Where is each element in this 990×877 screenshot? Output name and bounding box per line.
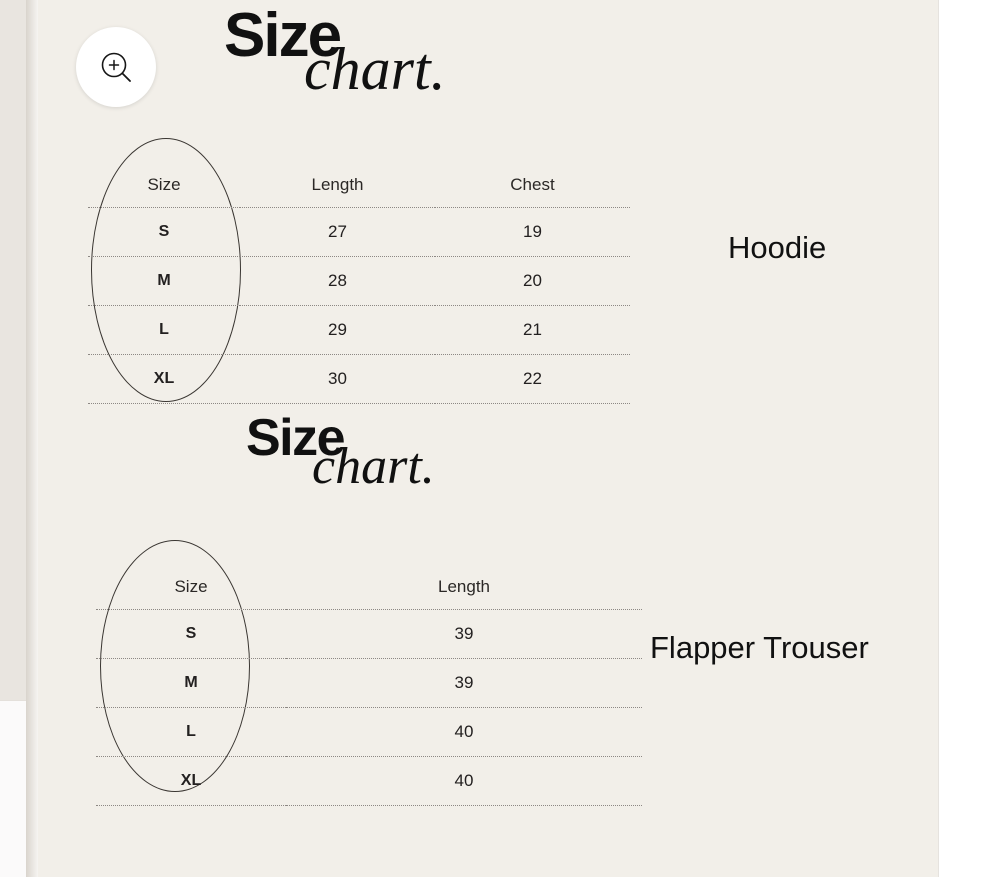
trouser-row-l-size: L [186, 723, 196, 740]
table-row [88, 306, 630, 355]
trouser-chart-title [246, 409, 435, 495]
right-page-gutter [938, 0, 953, 877]
table-row [96, 659, 642, 708]
zoom-in-button[interactable] [76, 27, 156, 107]
hoodie-row-xl-size: XL [153, 370, 175, 387]
hoodie-row-m-chest: 20 [523, 271, 542, 290]
trouser-col-size: Size [174, 577, 208, 596]
trouser-row-xl-length: 40 [454, 771, 474, 790]
hoodie-chart-title [224, 1, 446, 102]
left-page-gutter [0, 0, 38, 877]
hoodie-row-l-size: L [159, 321, 169, 338]
hoodie-row-s-length: 27 [328, 222, 347, 241]
trouser-row-m-size: M [184, 674, 198, 691]
table-row [88, 257, 630, 306]
hoodie-row-s-chest: 19 [523, 222, 542, 241]
trouser-row-xl-size: XL [180, 772, 202, 789]
right-page-margin [952, 0, 990, 877]
table-header-row [96, 565, 642, 610]
hoodie-col-chest: Chest [510, 175, 555, 194]
hoodie-size-table [88, 163, 630, 404]
trouser-row-s-size: S [185, 625, 197, 642]
hoodie-row-xl-chest: 22 [523, 369, 542, 388]
trouser-title-size: Size [246, 409, 345, 467]
table-row [96, 610, 642, 659]
hoodie-col-length: Length [311, 175, 364, 194]
zoom-in-icon [97, 48, 135, 86]
hoodie-row-m-size: M [157, 272, 171, 289]
product-label-flapper-trouser: Flapper Trouser [650, 630, 869, 665]
table-row [96, 757, 642, 806]
hoodie-title-size: Size [224, 1, 341, 70]
trouser-size-table [96, 565, 642, 806]
table-row [88, 208, 630, 257]
size-chart-sheet [38, 0, 938, 877]
hoodie-row-l-length: 29 [328, 320, 347, 339]
hoodie-title-chart: chart. [304, 35, 446, 102]
product-label-hoodie: Hoodie [728, 230, 827, 265]
hoodie-row-l-chest: 21 [523, 320, 542, 339]
hoodie-row-xl-length: 30 [328, 369, 347, 388]
trouser-title-chart: chart. [312, 437, 435, 495]
trouser-row-m-length: 39 [454, 673, 474, 692]
table-row [88, 355, 630, 404]
hoodie-row-s-size: S [158, 223, 170, 240]
trouser-row-l-length: 40 [454, 722, 474, 741]
table-header-row [88, 163, 630, 208]
left-gutter-shadow [26, 0, 38, 877]
trouser-col-length: Length [438, 577, 490, 596]
table-row [96, 708, 642, 757]
left-gutter-white-block [0, 700, 26, 877]
hoodie-col-size: Size [147, 175, 181, 194]
trouser-row-s-length: 39 [454, 624, 474, 643]
hoodie-row-m-length: 28 [328, 271, 347, 290]
